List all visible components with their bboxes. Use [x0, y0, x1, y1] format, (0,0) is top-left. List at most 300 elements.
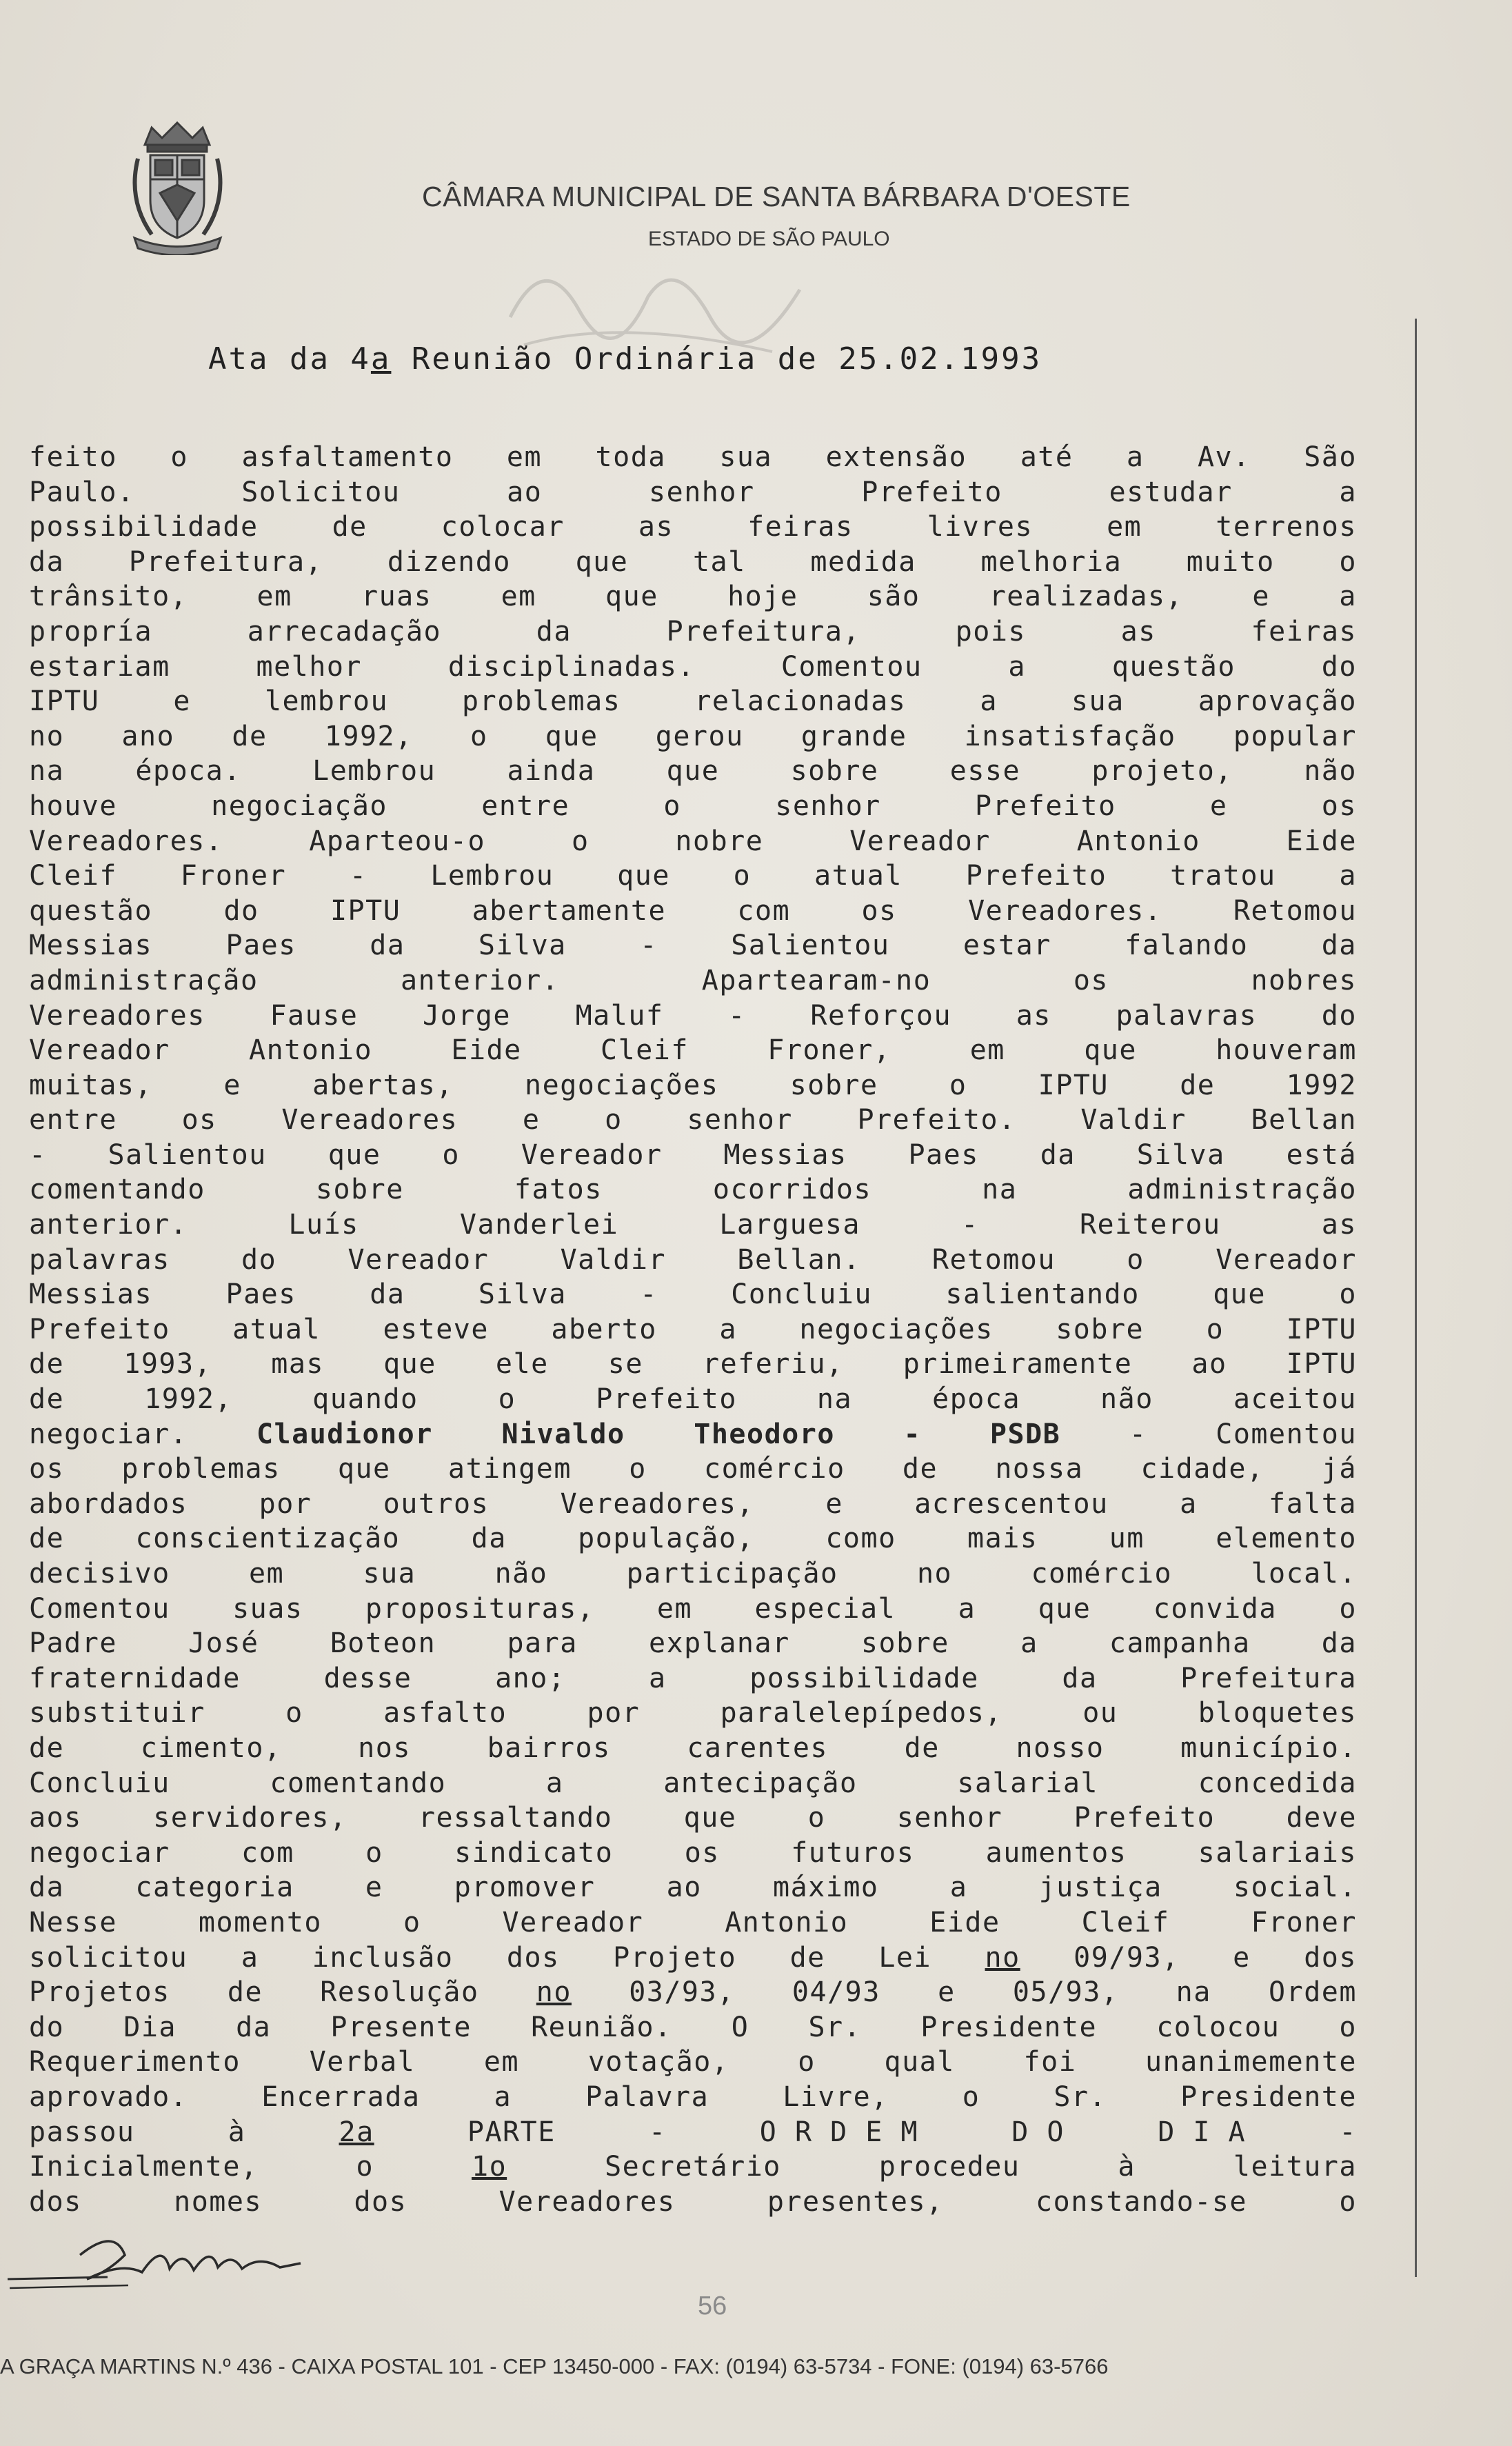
word: Projetos	[29, 1976, 170, 2009]
word: que	[545, 720, 598, 752]
word: Concluiu	[29, 1767, 170, 1799]
word: disciplinadas.	[447, 650, 696, 683]
word: PARTE	[467, 2116, 556, 2148]
word: momento	[198, 1906, 322, 1938]
word: substituir	[29, 1697, 205, 1730]
word: ainda	[507, 755, 596, 788]
word: e	[1209, 790, 1228, 822]
text-line	[29, 719, 1357, 754]
word: da	[370, 930, 405, 962]
word: colocou	[1156, 2011, 1280, 2043]
word: passou	[29, 2116, 135, 2148]
word: Fause	[270, 999, 359, 1032]
word: Nesse	[29, 1906, 117, 1938]
word: sobre	[789, 1069, 878, 1101]
word: IPTU	[1286, 1348, 1357, 1381]
word: sobre	[1056, 1313, 1145, 1345]
word: de	[29, 1523, 65, 1555]
word: 04/93	[792, 1976, 880, 2009]
word: Eide	[451, 1034, 522, 1067]
text-line	[29, 510, 1357, 545]
text-line	[29, 1696, 1357, 1731]
word: está	[1286, 1139, 1357, 1171]
text-line	[29, 475, 1357, 510]
word: Dia	[123, 2011, 177, 2043]
word: Lei	[878, 1941, 932, 1974]
word: proposituras,	[365, 1592, 595, 1625]
word: Messias	[723, 1139, 847, 1171]
title-ordinal: a	[370, 341, 392, 377]
word: e	[1252, 581, 1270, 613]
text-line	[29, 824, 1357, 859]
text-line	[29, 545, 1357, 580]
word: em	[1107, 511, 1142, 543]
word: Antonio	[1076, 825, 1200, 857]
word: os	[29, 1453, 65, 1485]
word: comentando	[29, 1174, 205, 1206]
word: ao	[666, 1872, 702, 1904]
word: 03/93,	[629, 1976, 735, 2009]
word: no	[916, 1558, 953, 1590]
word: sua	[1071, 685, 1125, 718]
word: na	[982, 1174, 1018, 1206]
word: o	[498, 1383, 516, 1416]
word: que	[605, 581, 658, 613]
word: palavras	[1116, 999, 1258, 1032]
word: os	[1073, 964, 1109, 996]
word: futuros	[791, 1836, 915, 1869]
word: -	[640, 930, 658, 962]
word: atual	[232, 1313, 321, 1345]
word: do	[1321, 650, 1357, 683]
word: Reiterou	[1079, 1209, 1221, 1241]
text-line	[29, 1347, 1357, 1382]
word: de	[232, 720, 268, 752]
word: que	[666, 755, 720, 788]
word: IPTU	[1038, 1069, 1109, 1101]
word: Comentou	[29, 1592, 170, 1625]
word: constando-se	[1036, 2185, 1248, 2218]
word: que	[327, 1139, 381, 1171]
word: Paes	[225, 1279, 296, 1311]
word: Froner,	[767, 1034, 891, 1067]
word: propría	[29, 615, 153, 648]
word: Eide	[929, 1906, 1000, 1938]
word: Claudionor	[256, 1418, 433, 1450]
word: IPTU	[330, 894, 401, 927]
word: procedeu	[878, 2151, 1020, 2183]
word: de	[29, 1732, 65, 1764]
word: muito	[1186, 545, 1275, 578]
word: o	[1339, 2011, 1357, 2043]
word: Livre,	[783, 2081, 889, 2113]
text-line	[29, 789, 1357, 824]
word: 2a	[339, 2116, 374, 2148]
word: São	[1304, 441, 1357, 473]
word: -	[1339, 2116, 1357, 2148]
institution-state: ESTADO DE SÃO PAULO	[648, 228, 890, 250]
word: Encerrada	[261, 2081, 421, 2113]
word: dos	[354, 2185, 407, 2218]
word: Prefeitura,	[666, 615, 861, 648]
word: a	[1008, 650, 1026, 683]
word: melhoria	[980, 545, 1122, 578]
word: da	[536, 615, 572, 648]
word: e	[522, 1104, 541, 1136]
word: o	[949, 1069, 967, 1101]
text-line	[29, 1382, 1357, 1417]
word: explanar	[649, 1627, 790, 1660]
text-line	[29, 684, 1357, 719]
word: livres	[927, 511, 1034, 543]
text-line	[29, 754, 1357, 789]
word: os	[181, 1104, 217, 1136]
word: social.	[1233, 1872, 1357, 1904]
word: se	[607, 1348, 643, 1381]
word: asfaltamento	[241, 441, 454, 473]
word: senhor	[896, 1802, 1003, 1834]
word: servidores,	[153, 1802, 347, 1834]
word: e	[938, 1976, 956, 2009]
word: Eide	[1286, 825, 1357, 857]
word: do	[223, 894, 259, 927]
word: a	[1020, 1627, 1038, 1660]
word: da	[1040, 1139, 1076, 1171]
word: sobre	[315, 1174, 404, 1206]
word: o	[1127, 1243, 1145, 1276]
word: da	[29, 1872, 65, 1904]
word: os	[861, 894, 897, 927]
word: o	[605, 1104, 623, 1136]
word: muitas,	[29, 1069, 153, 1101]
word: tratou	[1170, 860, 1276, 892]
word: grande	[800, 720, 907, 752]
word: -	[961, 1209, 979, 1241]
word: a	[649, 1662, 667, 1694]
word: abertas,	[312, 1069, 454, 1101]
word: Vereador	[1216, 1243, 1357, 1276]
text-line	[29, 1277, 1357, 1312]
word: pois	[955, 615, 1027, 648]
word: na	[29, 755, 65, 788]
word: as	[1321, 1209, 1357, 1241]
word: época.	[135, 755, 241, 788]
word: leitura	[1233, 2151, 1357, 2183]
word: terrenos	[1216, 511, 1357, 543]
word: especial	[754, 1592, 896, 1625]
word: anterior.	[29, 1209, 188, 1241]
word: Prefeito	[861, 476, 1002, 508]
word: asfalto	[383, 1697, 507, 1730]
word: Inicialmente,	[29, 2151, 259, 2183]
word: ano	[121, 720, 175, 752]
word: o	[962, 2081, 980, 2113]
word: aprovado.	[29, 2081, 188, 2113]
word: a	[719, 1313, 737, 1345]
word: quando	[312, 1383, 419, 1416]
word: melhor	[256, 650, 363, 683]
word: Valdir	[560, 1243, 667, 1276]
word: possibilidade	[749, 1662, 979, 1694]
word: e	[825, 1487, 843, 1520]
text-line	[29, 1521, 1357, 1556]
word: os	[1321, 790, 1357, 822]
word: Sr.	[1054, 2081, 1107, 2113]
word: dos	[1304, 1941, 1357, 1974]
word: anterior.	[401, 964, 560, 996]
word: Retomou	[931, 1243, 1056, 1276]
word: o	[798, 2046, 816, 2078]
word: campanha	[1109, 1627, 1251, 1660]
word: a	[494, 2081, 512, 2113]
word: insatisfação	[964, 720, 1176, 752]
word: referiu,	[702, 1348, 844, 1381]
text-line	[29, 1801, 1357, 1836]
word: acrescentou	[914, 1487, 1109, 1520]
word: nomes	[174, 2185, 263, 2218]
word: -	[640, 1279, 658, 1311]
word: senhor	[687, 1104, 793, 1136]
text-line	[29, 963, 1357, 999]
word: a	[949, 1872, 968, 1904]
text-line	[29, 579, 1357, 614]
word: Cleif	[601, 1034, 689, 1067]
word: Prefeito	[1073, 1802, 1216, 1834]
text-line	[29, 928, 1357, 963]
word: administração	[29, 964, 259, 996]
word: fatos	[514, 1174, 603, 1206]
word: Paulo.	[29, 476, 135, 508]
word: Lembrou	[430, 860, 554, 892]
word: 1993,	[123, 1348, 212, 1381]
word: Sr.	[808, 2011, 862, 2043]
word: Silva	[478, 1279, 567, 1311]
word: comércio	[1031, 1558, 1173, 1590]
word: aceitou	[1233, 1383, 1357, 1416]
word: nosso	[1016, 1732, 1105, 1764]
word: Prefeito.	[857, 1104, 1016, 1136]
word: outros	[383, 1487, 490, 1520]
word: senhor	[649, 476, 755, 508]
word: Messias	[29, 930, 153, 962]
word: salariais	[1198, 1836, 1357, 1869]
word: em	[969, 1034, 1005, 1067]
word: em	[656, 1592, 693, 1625]
word: Vereador	[521, 1139, 663, 1171]
word: e	[223, 1069, 241, 1101]
word: Vereador	[29, 1034, 170, 1067]
word: ou	[1082, 1697, 1118, 1730]
word: Vereadores,	[560, 1487, 754, 1520]
word: de	[332, 511, 367, 543]
word: ao	[1191, 1348, 1227, 1381]
text-line	[29, 1556, 1357, 1592]
word: carentes	[687, 1732, 828, 1764]
word: feiras	[1251, 615, 1357, 648]
word: O	[731, 2011, 749, 2043]
word: Secretário	[605, 2151, 781, 2183]
word: Paes	[908, 1139, 979, 1171]
word: de	[1180, 1069, 1216, 1101]
text-line	[29, 440, 1357, 475]
word: categoria	[135, 1872, 294, 1904]
word: Concluiu	[731, 1279, 872, 1311]
word: Valdir	[1080, 1104, 1187, 1136]
word: Maluf	[575, 999, 664, 1032]
word: já	[1321, 1453, 1357, 1485]
word: são	[867, 581, 920, 613]
word: justiça	[1038, 1872, 1162, 1904]
title-part2: Reunião Ordinária de 25.02.1993	[391, 341, 1042, 377]
word: participação	[626, 1558, 838, 1590]
word: a	[241, 1941, 259, 1974]
text-line	[29, 614, 1357, 650]
text-line	[29, 1661, 1357, 1696]
word: o	[403, 1906, 421, 1938]
word: O R D E M	[759, 2116, 919, 2148]
word: Bellan	[1251, 1104, 1357, 1136]
word: o	[1339, 1592, 1357, 1625]
coat-of-arms-icon	[124, 117, 231, 255]
word: que	[617, 860, 670, 892]
word: negociações	[799, 1313, 994, 1345]
text-line	[29, 1487, 1357, 1522]
word: bloquetes	[1198, 1697, 1357, 1730]
text-line	[29, 2010, 1357, 2045]
word: que	[1213, 1279, 1266, 1311]
word: promover	[454, 1872, 596, 1904]
word: feiras	[747, 511, 854, 543]
word: D I A	[1158, 2116, 1247, 2148]
word: Theodoro	[694, 1418, 835, 1450]
title-part1: Ata da 4	[208, 341, 371, 377]
word: Presente	[330, 2011, 472, 2043]
word: possibilidade	[29, 511, 259, 543]
word: realizadas,	[989, 581, 1184, 613]
word: Apartearam-no	[701, 964, 931, 996]
word: os	[684, 1836, 720, 1869]
word: com	[241, 1836, 294, 1869]
word: Salientou	[731, 930, 890, 962]
text-line	[29, 1033, 1357, 1068]
word: para	[507, 1627, 578, 1660]
word: que	[337, 1453, 391, 1485]
word: Retomou	[1233, 894, 1357, 927]
word: Palavra	[585, 2081, 709, 2113]
word: o	[629, 1453, 647, 1485]
word: qual	[884, 2046, 955, 2078]
word: sobre	[860, 1627, 949, 1660]
minutes-body	[29, 440, 1357, 2219]
word: Ordem	[1269, 1976, 1357, 2009]
word: 1992,	[144, 1383, 233, 1416]
word: problemas	[121, 1453, 281, 1485]
word: a	[980, 685, 998, 718]
word: população,	[578, 1523, 754, 1555]
word: solicitou	[29, 1941, 188, 1974]
word: extensão	[825, 441, 967, 473]
word: Nivaldo	[501, 1418, 625, 1450]
word: Presidente	[1180, 2081, 1357, 2113]
text-line	[29, 1592, 1357, 1627]
word: abordados	[29, 1487, 188, 1520]
word: unanimemente	[1145, 2046, 1357, 2078]
word: a	[1339, 476, 1357, 508]
word: aprovação	[1198, 685, 1357, 718]
word: houveram	[1216, 1034, 1357, 1067]
word: em	[501, 581, 536, 613]
text-line	[29, 2045, 1357, 2080]
word: Aparteou-o	[309, 825, 486, 857]
text-line	[29, 1312, 1357, 1347]
word: Padre	[29, 1627, 117, 1660]
word: problemas	[462, 685, 621, 718]
text-line	[29, 1417, 1357, 1452]
text-line	[29, 1243, 1357, 1278]
word: negociações	[525, 1069, 719, 1101]
word: ruas	[361, 581, 432, 613]
word: as	[638, 511, 674, 543]
word: Antonio	[725, 1906, 849, 1938]
word: José	[188, 1627, 259, 1660]
word: a	[1180, 1487, 1198, 1520]
text-line	[29, 1207, 1357, 1243]
text-line	[29, 1068, 1357, 1103]
word: o	[1339, 545, 1357, 578]
text-line	[29, 2149, 1357, 2185]
word: feito	[29, 441, 117, 473]
word: da	[471, 1523, 507, 1555]
word: o	[733, 860, 752, 892]
word: de	[904, 1732, 940, 1764]
word: 1992	[1286, 1069, 1357, 1101]
word: cimento,	[140, 1732, 282, 1764]
word: município.	[1180, 1732, 1357, 1764]
word: dos	[506, 1941, 560, 1974]
word: administração	[1127, 1174, 1357, 1206]
word: a	[545, 1767, 564, 1799]
word: e	[1233, 1941, 1251, 1974]
text-line	[29, 1766, 1357, 1801]
word: ao	[507, 476, 543, 508]
word: abertamente	[472, 894, 667, 927]
word: Vereadores	[281, 1104, 458, 1136]
word: esteve	[383, 1313, 489, 1345]
word: falta	[1269, 1487, 1357, 1520]
text-line	[29, 999, 1357, 1034]
word: Solicitou	[241, 476, 401, 508]
word: entre	[481, 790, 570, 822]
word: Reforçou	[810, 999, 952, 1032]
word: do	[29, 2011, 65, 2043]
word: não	[1304, 755, 1357, 788]
word: sua	[363, 1558, 416, 1590]
word: paralelepípedos,	[720, 1697, 1002, 1730]
word: Froner	[180, 860, 287, 892]
word: Prefeito	[29, 1313, 170, 1345]
word: salientando	[945, 1279, 1140, 1311]
word: senhor	[775, 790, 881, 822]
word: Messias	[29, 1279, 153, 1311]
word: negociar	[29, 1836, 170, 1869]
word: Vereadores.	[29, 825, 223, 857]
text-line	[29, 1138, 1357, 1173]
word: gerou	[655, 720, 744, 752]
text-line	[29, 1836, 1357, 1871]
word: atingem	[447, 1453, 572, 1485]
word: Prefeito	[596, 1383, 737, 1416]
word: e	[365, 1872, 383, 1904]
